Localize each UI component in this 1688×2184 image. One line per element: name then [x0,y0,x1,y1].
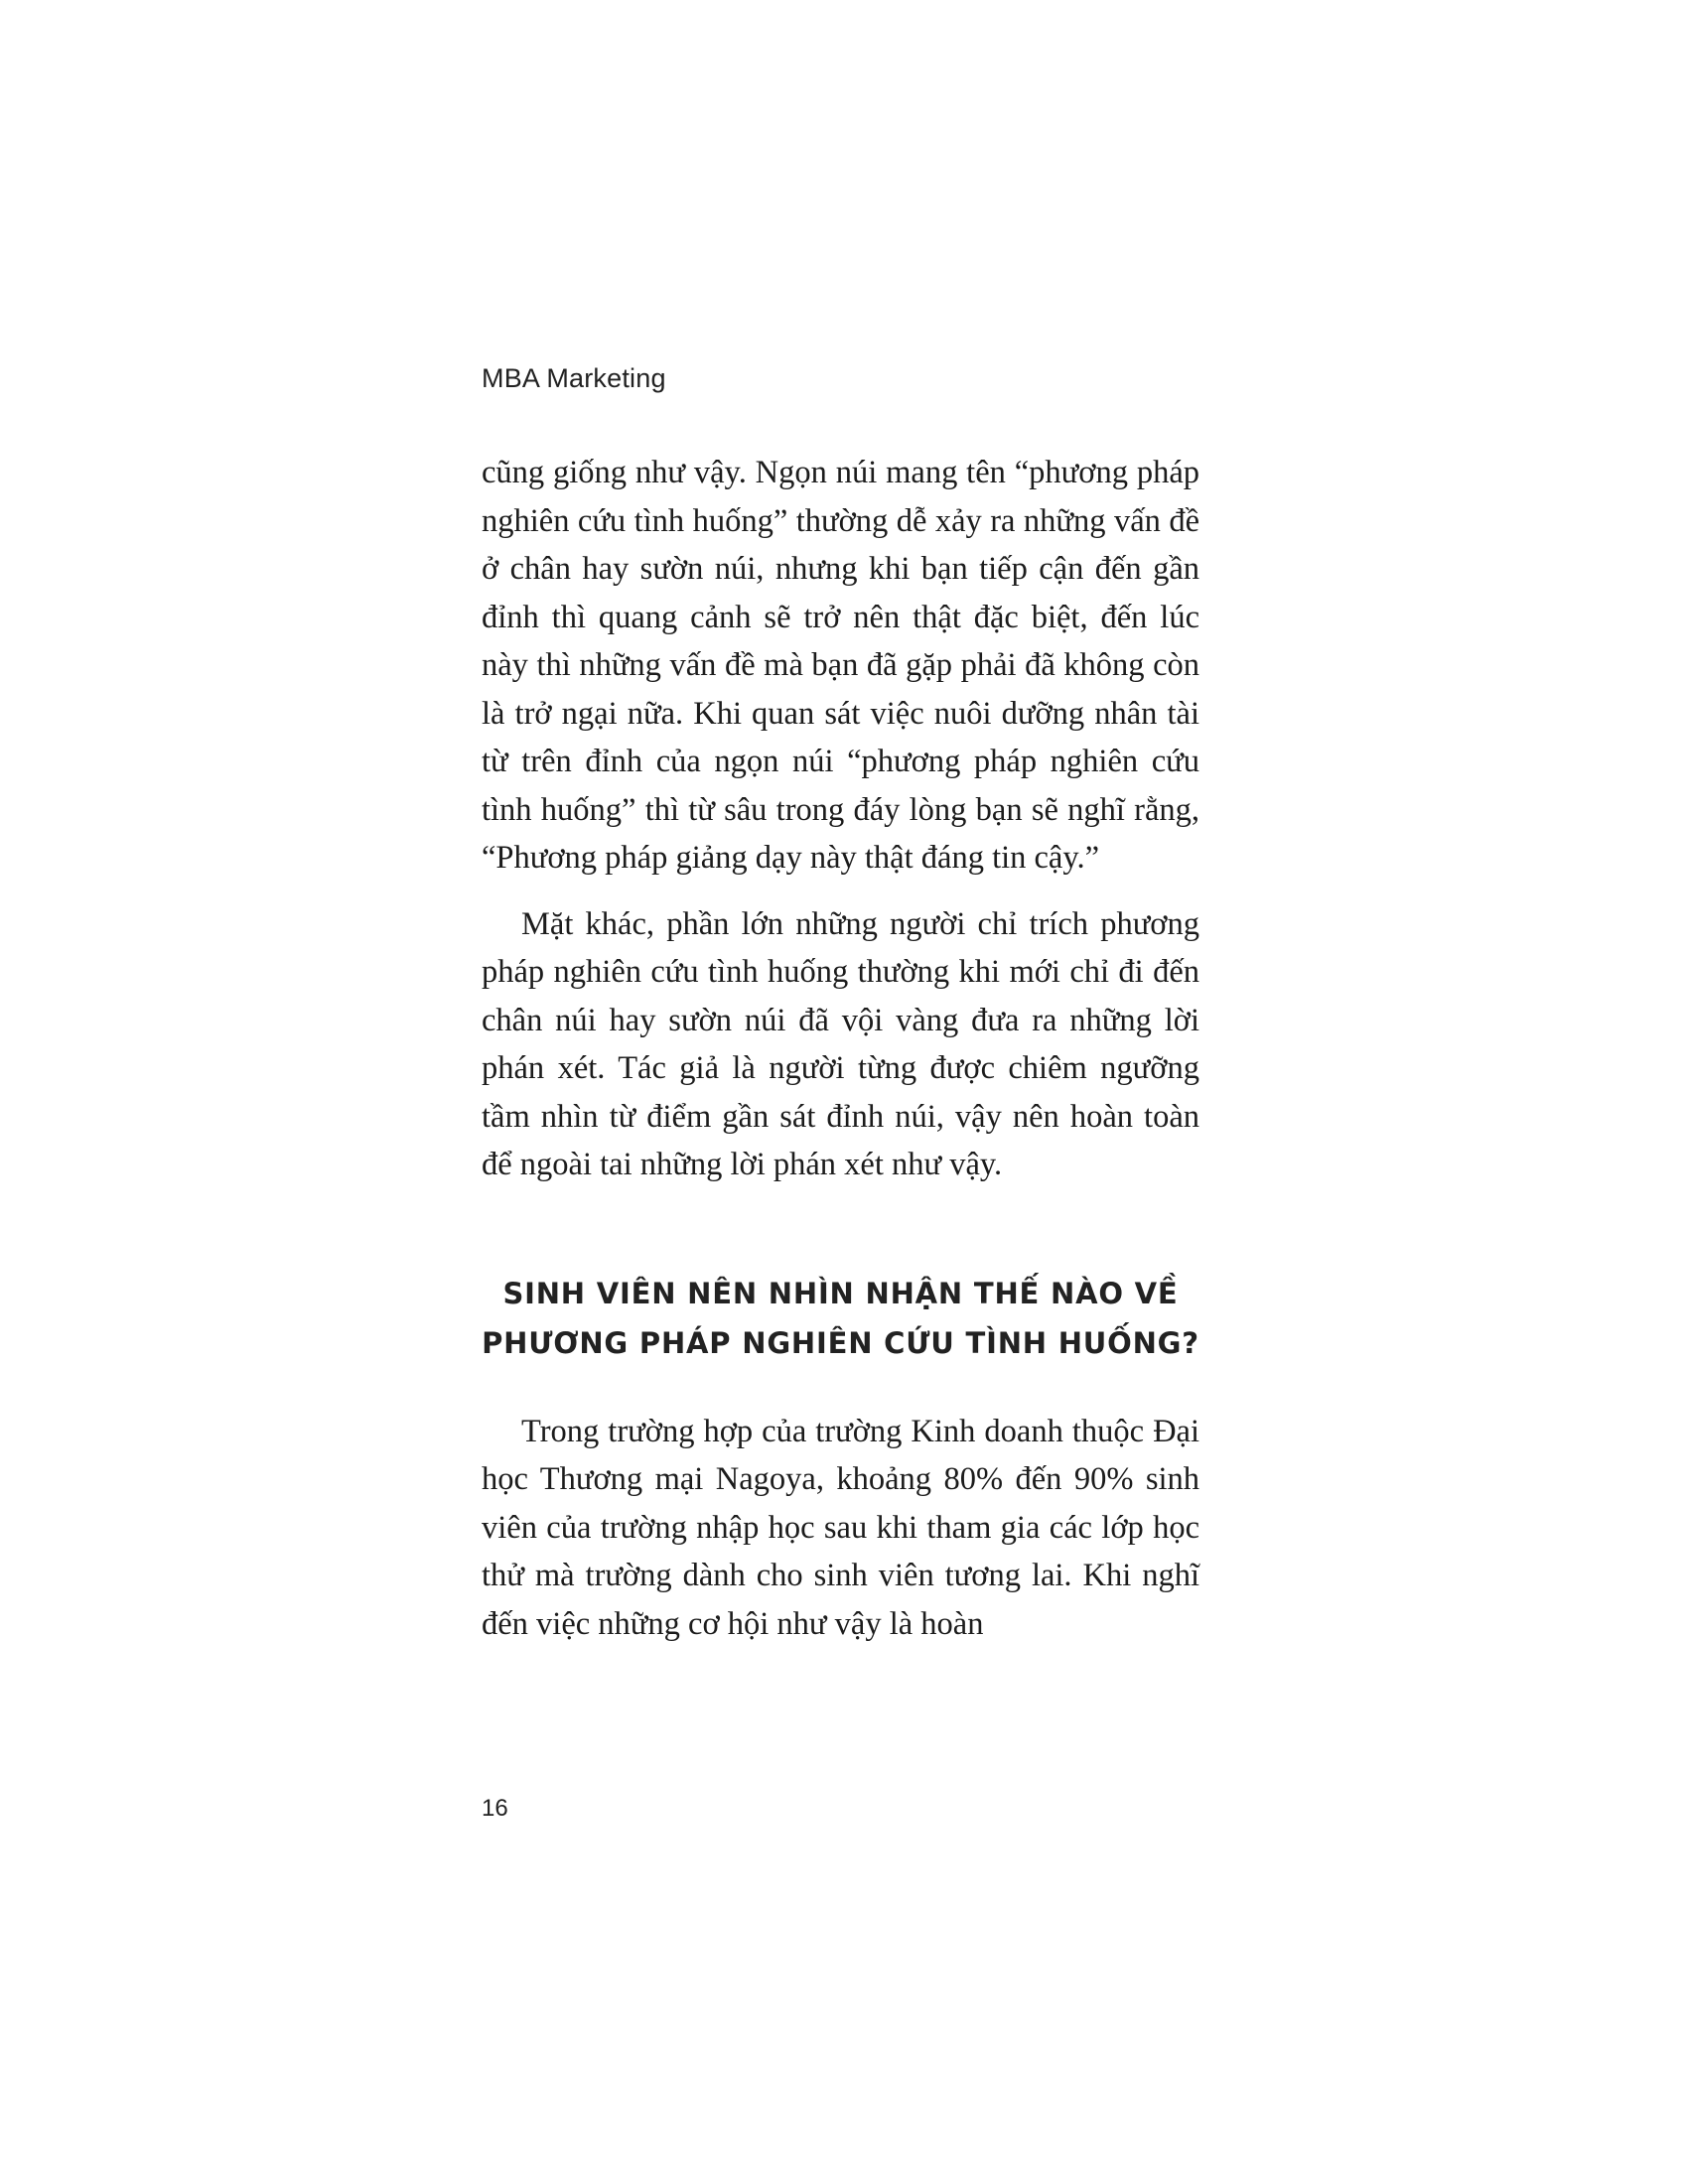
paragraph-continued: cũng giống như vậy. Ngọn núi mang tên “phương pháp nghiên cứu tình huống” thường dễ xảy ra những vấn đề ở chân hay sườn núi, nhưng khi bạn tiếp cận đến gần đỉnh thì quang cảnh sẽ trở nên thật đặc biệt, đến lúc này thì những vấn đề mà bạn đã gặp phải đã không còn là trở ngại nữa. Khi quan sát việc nuôi dưỡng nhân tài từ trên đỉnh của ngọn núi “phương pháp nghiên cứu tình huống” thì từ sâu trong đáy lòng bạn sẽ nghĩ rằng, “Phương pháp giảng dạy này thật đáng tin cậy.” [482,455,1199,876]
section-heading [482,1269,1199,1368]
paragraph-nagoya: Trong trường hợp của trường Kinh doanh thuộc Đại học Thương mại Nagoya, khoảng 80% đến 90% sinh viên của trường nhập học sau khi tham gia các lớp học thử mà trường dành cho sinh viên tương lai. Khi nghĩ đến việc những cơ hội như vậy là hoàn [482,1413,1199,1642]
page-number: 16 [482,1795,508,1822]
section-heading-line-2: PHƯƠNG PHÁP NGHIÊN CỨU TÌNH HUỐNG? [482,1325,1199,1360]
section-heading-line-1: SINH VIÊN NÊN NHÌN NHẬN THẾ NÀO VỀ [502,1276,1179,1310]
paragraph-critics: Mặt khác, phần lớn những người chỉ trích phương pháp nghiên cứu tình huống thường khi mới chỉ đi đến chân núi hay sườn núi đã vội vàng đưa ra những lời phán xét. Tác giả là người từng được chiêm ngưỡng tầm nhìn từ điểm gần sát đỉnh núi, vậy nên hoàn toàn để ngoài tai những lời phán xét như vậy. [482,905,1199,1182]
running-header: MBA Marketing [482,363,666,393]
book-page [482,0,1199,2184]
body-text [482,449,1199,1648]
